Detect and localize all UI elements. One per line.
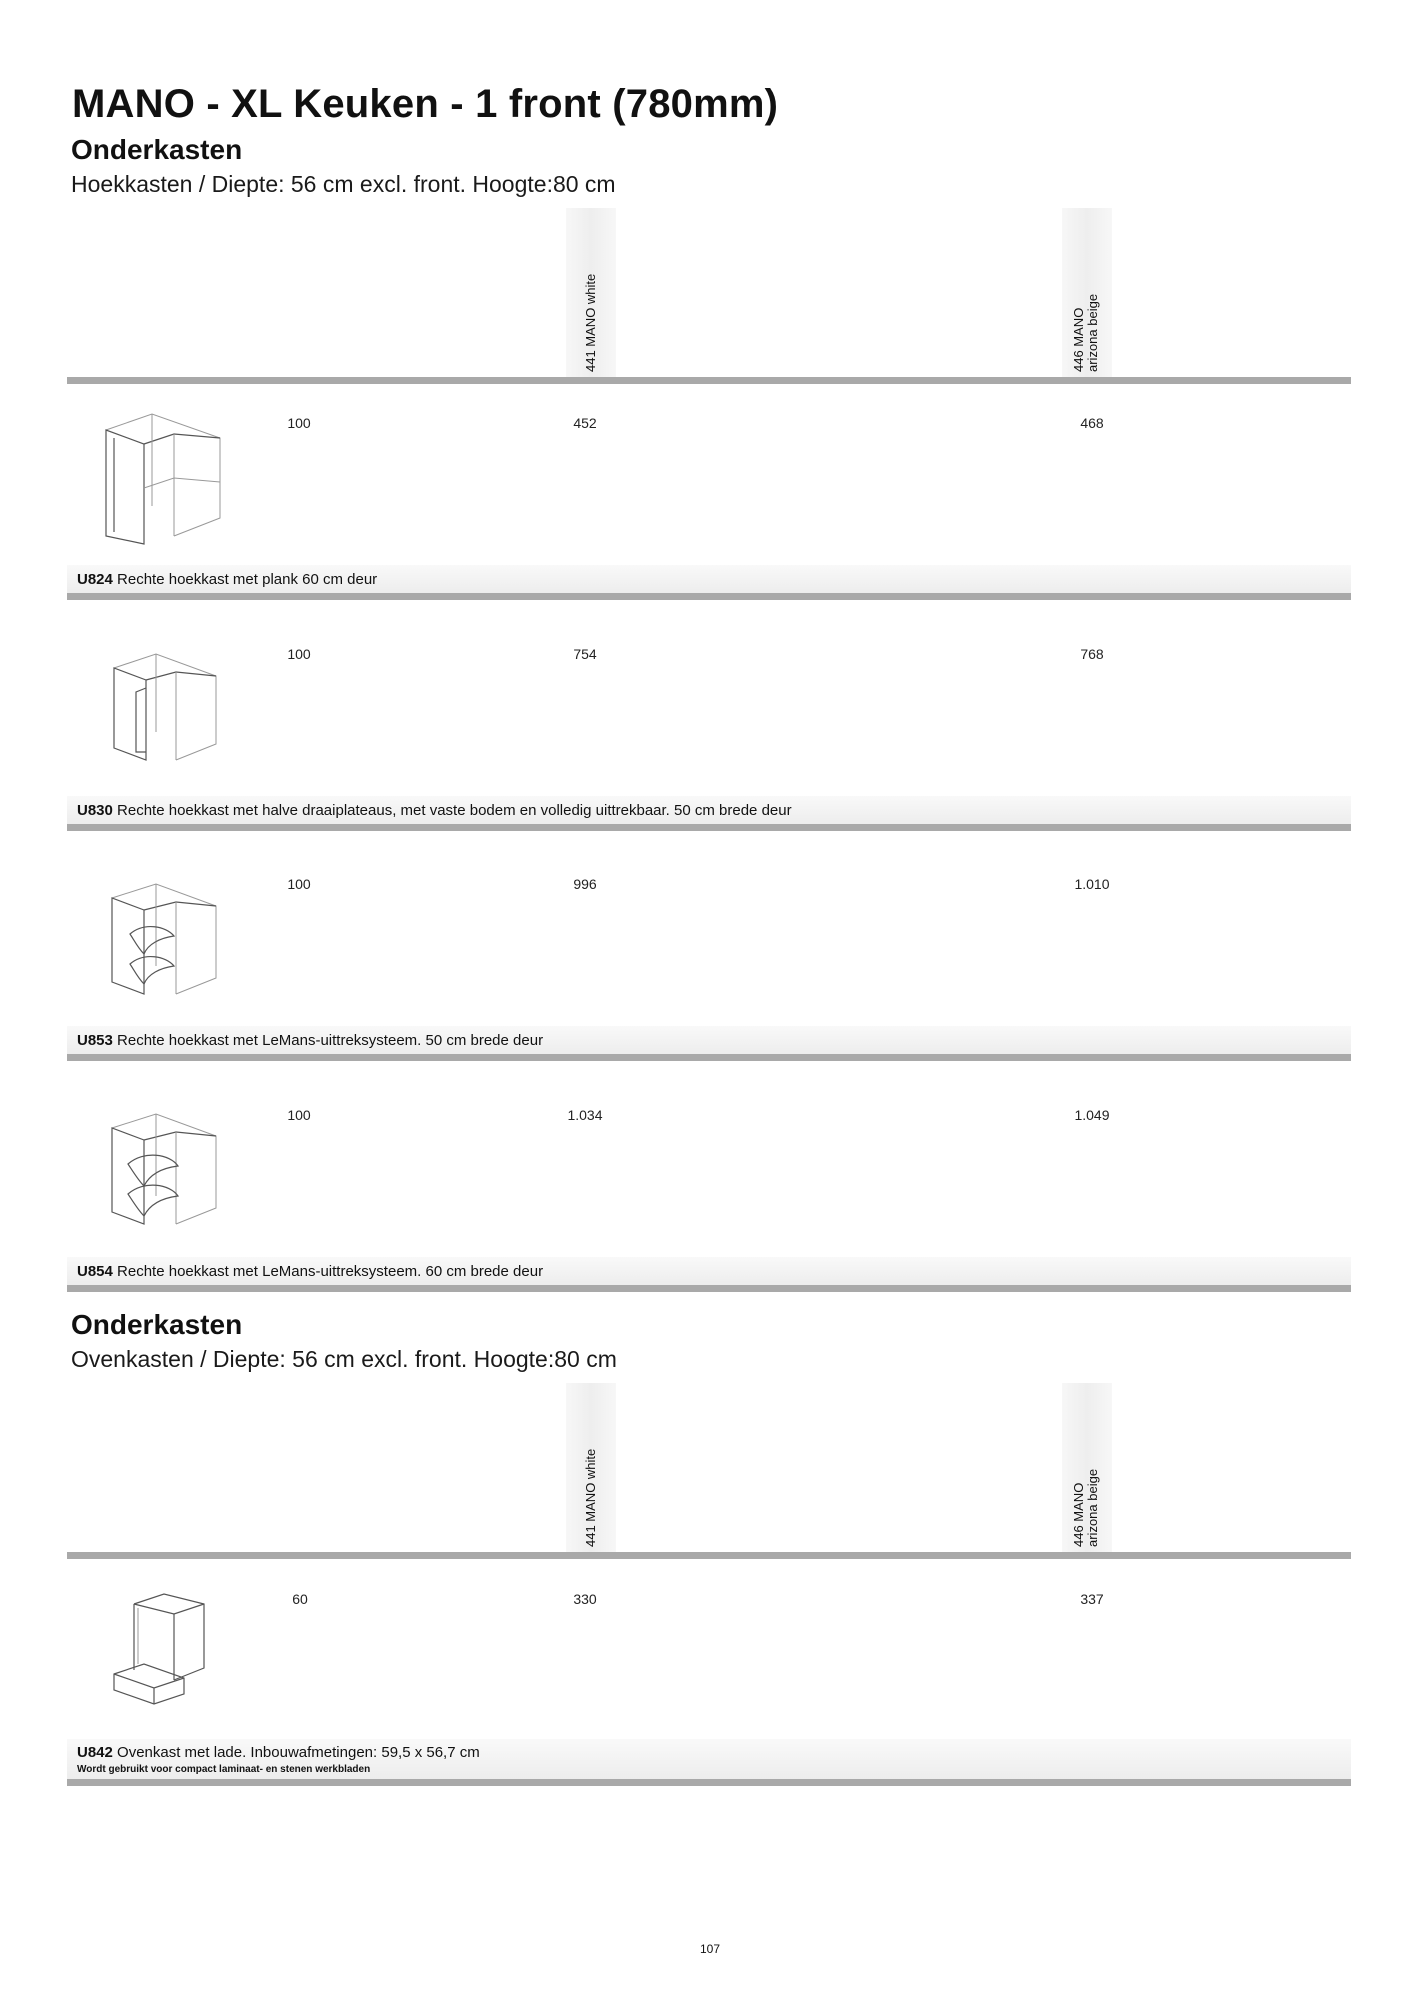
article-description: Rechte hoekkast met plank 60 cm deur [117,571,378,588]
column-header-beige [1062,208,1112,378]
article-code: U824 [77,571,113,588]
price-white: 1.034 [567,1107,603,1123]
width-value: 100 [287,876,311,892]
price-white: 996 [573,876,597,892]
row-description [67,1739,1351,1779]
width-value: 100 [287,646,311,662]
article-note: Wordt gebruikt voor compact laminaat- en stenen werkbladen [77,1764,371,1775]
width-value: 60 [292,1591,308,1607]
article-description: Rechte hoekkast met halve draaiplateaus, met vaste bodem en volledig uittrekbaar. 50 cm brede deur [117,802,792,819]
price-white: 754 [573,646,597,662]
price-beige: 1.010 [1074,876,1110,892]
section-subheading: Ovenkasten / Diepte: 56 cm excl. front. Hoogte:80 cm [71,1346,617,1372]
section-subheading: Hoekkasten / Diepte: 56 cm excl. front. Hoogte:80 cm [71,171,616,197]
article-description: Rechte hoekkast met LeMans-uittreksysteem. 50 cm brede deur [117,1032,544,1049]
width-value: 100 [287,1107,311,1123]
price-beige: 337 [1080,1591,1104,1607]
price-beige: 1.049 [1074,1107,1110,1123]
price-beige: 468 [1080,415,1104,431]
width-value: 100 [287,415,311,431]
corner-cabinet-carousel-icon [106,648,226,768]
price-white: 452 [573,415,597,431]
page-number: 107 [699,1942,721,1956]
price-beige: 768 [1080,646,1104,662]
row-description [67,1257,1351,1285]
row-divider [67,593,1351,600]
row-description [67,565,1351,593]
row-divider [67,824,1351,831]
section-heading: Onderkasten [71,134,243,165]
row-divider [67,1779,1351,1786]
column-label: arizona beige [1085,1468,1100,1547]
article-description: Rechte hoekkast met LeMans-uittreksysteem. 60 cm brede deur [117,1263,544,1280]
row-description [67,1026,1351,1054]
column-label: 441 MANO white [583,273,598,372]
corner-cabinet-lemans-icon [104,878,228,1006]
article-code: U830 [77,802,113,819]
row-divider [67,1054,1351,1061]
article-code: U854 [77,1263,113,1280]
column-header-white [566,208,616,378]
column-header-white [566,1383,616,1553]
article-code: U853 [77,1032,113,1049]
row-description [67,796,1351,824]
header-divider [67,377,1351,384]
column-label: arizona beige [1085,293,1100,372]
article-code: U842 [77,1744,113,1761]
header-divider [67,1552,1351,1559]
article-description: Ovenkast met lade. Inbouwafmetingen: 59,5 x 56,7 cm [117,1744,480,1761]
column-label: 446 MANO [1071,307,1086,372]
page-title: MANO - XL Keuken - 1 front (780mm) [72,82,779,126]
corner-cabinet-shelf-icon [92,408,232,548]
price-white: 330 [573,1591,597,1607]
column-label: 446 MANO [1071,1482,1086,1547]
corner-cabinet-lemans-icon [104,1108,228,1236]
column-label: 441 MANO white [583,1448,598,1547]
section-heading: Onderkasten [71,1309,243,1340]
oven-cabinet-drawer-icon [110,1590,210,1708]
column-header-beige [1062,1383,1112,1553]
row-divider [67,1285,1351,1292]
